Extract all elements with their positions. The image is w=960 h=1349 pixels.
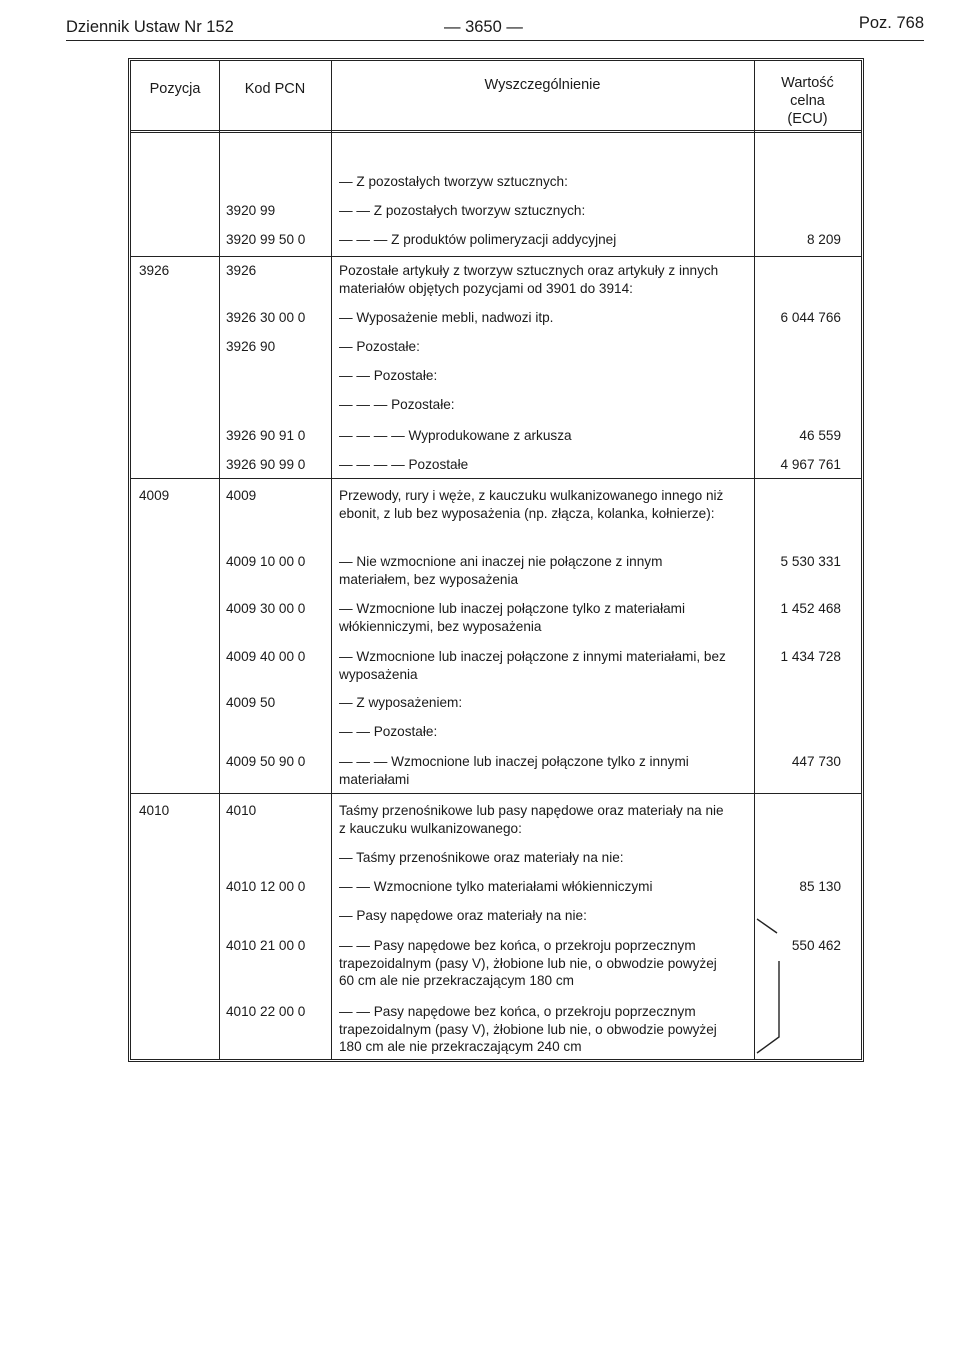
row-code: 4009 [226,488,257,503]
row-position: 3926 [139,263,170,278]
row-value: 5 530 331 [780,554,841,569]
row-description: — Nie wzmocnione ani inaczej nie połączone z innym materiałem, bez wyposażenia [339,554,663,587]
group-separator [131,256,861,257]
row-value: 4 967 761 [780,457,841,472]
journal-title: Dziennik Ustaw Nr 152 [66,18,234,36]
row-code: 4010 12 00 0 [226,879,306,894]
row-description: Taśmy przenośnikowe lub pasy napędowe oraz materiały na nie z kauczuku wulkanizowanego: [339,803,724,836]
row-code: 4009 40 00 0 [226,649,306,664]
page-header [66,14,924,40]
row-description: — Pozostałe: [339,339,420,354]
row-position: 4010 [139,803,170,818]
row-description: — — — — Wyprodukowane z arkusza [339,428,572,443]
row-code: 3920 99 [226,203,276,218]
column-header-wartosc-line2: celna [790,93,825,109]
header-rule [66,40,924,41]
row-description: — Wzmocnione lub inaczej połączone tylko z materiałami włókienniczymi, bez wyposażenia [339,601,686,634]
tariff-table [128,58,864,1062]
row-value: 6 044 766 [780,310,841,325]
row-description: — — — — Pozostałe [339,457,469,472]
grouping-bracket [755,917,795,1057]
row-code: 3926 90 [226,339,276,354]
row-code: 4010 21 00 0 [226,938,306,953]
row-description: — Wzmocnione lub inaczej połączone z innymi materiałami, bez wyposażenia [339,649,726,682]
row-code: 3926 90 91 0 [226,428,306,443]
header-separator [131,130,861,133]
row-description: Przewody, rury i węże, z kauczuku wulkanizowanego innego niż ebonit, z lub bez wyposażenia (np. złącza, kolanka, kołnierze): [339,488,724,521]
row-description: — — Pasy napędowe bez końca, o przekroju poprzecznym trapezoidalnym (pasy V), żłobione lub nie, o obwodzie powyżej 180 cm ale nie przekraczającym 240 cm [339,1004,717,1054]
row-description: — Wyposażenie mebli, nadwozi itp. [339,310,554,325]
column-divider [331,61,332,1059]
row-code: 4009 10 00 0 [226,554,306,569]
row-code: 3926 30 00 0 [226,310,306,325]
group-separator [131,478,861,479]
row-value: 1 434 728 [780,649,841,664]
row-code: 3926 90 99 0 [226,457,306,472]
row-value: 447 730 [791,754,841,769]
column-header-wartosc [754,74,861,128]
row-value: 1 452 468 [780,601,841,616]
column-header-wartosc-line3: (ECU) [787,111,828,127]
row-description: — — Wzmocnione tylko materiałami włókienniczymi [339,879,653,894]
row-description: — — Z pozostałych tworzyw sztucznych: [339,203,586,218]
page-number: — 3650 — [444,18,523,36]
row-code: 3926 [226,263,257,278]
row-value: 8 209 [806,232,841,247]
column-divider [754,61,755,1059]
row-code: 4009 50 90 0 [226,754,306,769]
row-description: — Z pozostałych tworzyw sztucznych: [339,174,568,189]
row-description: Pozostałe artykuły z tworzyw sztucznych oraz artykuły z innych materiałów objętych pozycjami od 3901 do 3914: [339,263,719,296]
row-description: — Taśmy przenośnikowe oraz materiały na nie: [339,850,624,865]
row-description: — — — Z produktów polimeryzacji addycyjnej [339,232,617,247]
row-description: — — Pozostałe: [339,368,438,383]
column-divider [219,61,220,1059]
row-code: 4010 22 00 0 [226,1004,306,1019]
column-header-wartosc-line1: Wartość [781,75,834,91]
row-value: 85 130 [799,879,841,894]
row-code: 4009 30 00 0 [226,601,306,616]
column-header-pozycja: Pozycja [149,81,201,97]
column-header-opis: Wyszczególnienie [484,77,601,93]
row-value: 550 462 [791,938,841,953]
column-header-kod: Kod PCN [244,81,306,97]
row-description: — — Pasy napędowe bez końca, o przekroju poprzecznym trapezoidalnym (pasy V), żłobione lub nie, o obwodzie powyżej 60 cm ale nie przekraczającym 180 cm [339,938,717,988]
row-description: — — — Pozostałe: [339,397,455,412]
row-description: — Z wyposażeniem: [339,695,463,710]
row-code: 4010 [226,803,257,818]
row-position: 4009 [139,488,170,503]
row-code: 3920 99 50 0 [226,232,306,247]
row-value: 46 559 [799,428,841,443]
group-separator [131,793,861,794]
row-description: — Pasy napędowe oraz materiały na nie: [339,908,587,923]
position-number: Poz. 768 [858,14,924,32]
row-code: 4009 50 [226,695,276,710]
row-description: — — Pozostałe: [339,724,438,739]
row-description: — — — Wzmocnione lub inaczej połączone tylko z innymi materiałami [339,754,689,787]
